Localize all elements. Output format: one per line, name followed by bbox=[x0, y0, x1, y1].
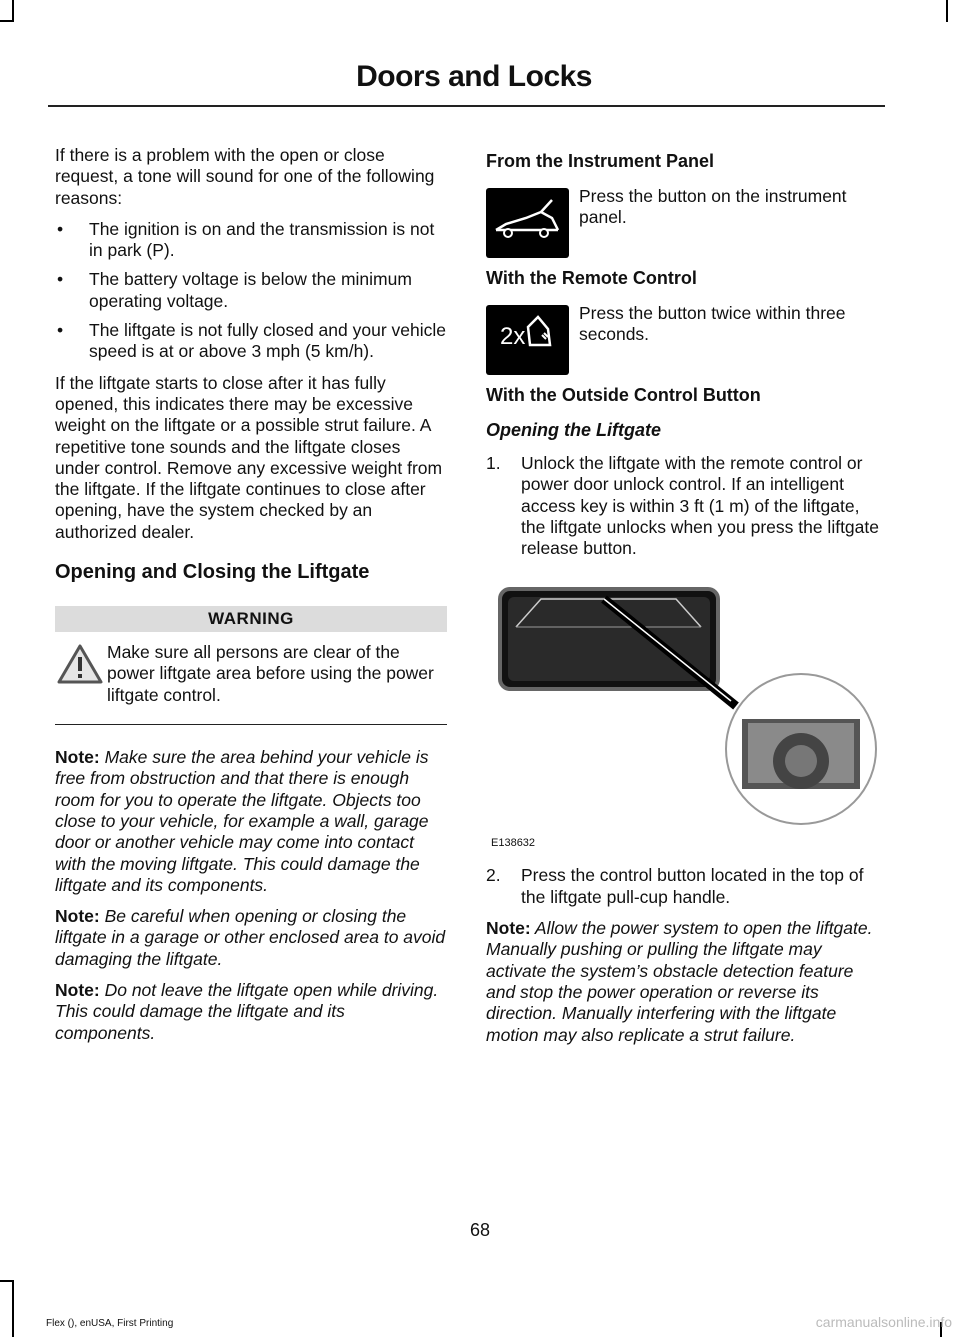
crop-mark bbox=[0, 20, 14, 22]
section-heading: Opening and Closing the Liftgate bbox=[55, 561, 370, 584]
note-label: Note: bbox=[486, 918, 531, 939]
steps-list bbox=[486, 453, 880, 559]
liftgate-handle-illustration bbox=[486, 581, 880, 831]
page-title: Doors and Locks bbox=[356, 60, 592, 93]
bullet-mark: • bbox=[57, 218, 64, 239]
page-number: 68 bbox=[469, 1220, 491, 1240]
remote-control-text: Press the button twice within three seconds. bbox=[579, 303, 846, 345]
note-paragraph bbox=[55, 747, 447, 896]
figure-code: E138632 bbox=[491, 837, 536, 850]
note-paragraph bbox=[55, 906, 447, 970]
intro-paragraph: If there is a problem with the open or close request, a tone will sound for one of the following reasons: bbox=[55, 145, 435, 208]
instrument-panel-text: Press the button on the instrument panel. bbox=[579, 186, 847, 228]
note-text: Be careful when opening or closing the liftgate in a garage or other enclosed area to avoid damaging the liftgate. bbox=[55, 906, 446, 969]
list-item-text: The ignition is on and the transmission is not in park (P). bbox=[89, 218, 435, 261]
step-number: 1. bbox=[486, 453, 501, 473]
subheading-opening-liftgate: Opening the Liftgate bbox=[486, 420, 661, 440]
warning-triangle-icon bbox=[57, 644, 103, 684]
right-column bbox=[486, 145, 880, 1056]
liftgate-handle-figure bbox=[486, 581, 880, 851]
note-paragraph bbox=[55, 980, 447, 1044]
remote-liftgate-icon bbox=[486, 305, 569, 375]
list-item bbox=[55, 269, 447, 312]
liftgate-button-icon bbox=[486, 188, 569, 258]
list-item-text: The battery voltage is below the minimum operating voltage. bbox=[89, 269, 412, 311]
warning-divider bbox=[55, 724, 447, 725]
list-item bbox=[55, 219, 447, 262]
subheading-remote-control: With the Remote Control bbox=[486, 268, 697, 288]
note-label: Note: bbox=[55, 747, 100, 768]
warning-box bbox=[55, 642, 447, 712]
crop-mark bbox=[12, 0, 14, 22]
bullet-mark: • bbox=[57, 269, 64, 290]
header-divider bbox=[48, 105, 885, 107]
crop-mark bbox=[0, 1280, 14, 1282]
crop-mark bbox=[946, 0, 948, 22]
note-text: Make sure the area behind your vehicle is free from obstruction and that there is enough room for you to operate the liftgate. Objects too close to your vehicle, for example a wall, garage door or another vehicle may come into contact with the moving liftgate. This could damage the liftgate and its components. bbox=[55, 747, 429, 895]
reasons-list bbox=[55, 219, 447, 363]
note-text: Do not leave the liftgate open while driving. This could damage the liftgate and its components. bbox=[55, 980, 439, 1043]
strut-failure-paragraph: If the liftgate starts to close after it has fully opened, this indicates there may be excessive weight on the liftgate or a possible strut failure. A repetitive tone sounds and the liftgate closes under control. Remove any excessive weight from the liftgate. If the liftgate continues to close after opening, have the system checked by an authorized dealer. bbox=[55, 372, 443, 542]
left-column bbox=[55, 145, 447, 1054]
instrument-panel-instruction bbox=[486, 186, 880, 258]
step-text: Unlock the liftgate with the remote control or power door unlock control. If an intelligent access key is within 3 ft (1 m) of the liftgate, the liftgate unlocks when you press the liftgate release button. bbox=[521, 453, 879, 559]
watermark: carmanualsonline.info bbox=[815, 1314, 952, 1330]
step-item bbox=[486, 453, 880, 559]
list-item bbox=[55, 320, 447, 363]
step-number: 2. bbox=[486, 865, 501, 886]
step-text: Press the control button located in the top of the liftgate pull-cup handle. bbox=[521, 865, 864, 907]
subheading-instrument-panel: From the Instrument Panel bbox=[486, 151, 715, 171]
note-label: Note: bbox=[55, 906, 100, 927]
note-text: Allow the power system to open the liftgate. Manually pushing or pulling the liftgate may activate the system’s obstacle detection feature and stop the power operation or reverse its direction. Manually interfering with the liftgate motion may also replicate a strut failure. bbox=[486, 918, 873, 1045]
crop-mark bbox=[12, 1280, 14, 1337]
remote-control-instruction bbox=[486, 303, 880, 375]
step-item bbox=[486, 865, 880, 908]
warning-text: Make sure all persons are clear of the power liftgate area before using the power liftgate control. bbox=[107, 642, 434, 705]
note-paragraph bbox=[486, 918, 880, 1046]
steps-list bbox=[486, 865, 880, 908]
footer-text: Flex (), enUSA, First Printing bbox=[46, 1318, 174, 1329]
twice-label: 2x bbox=[500, 323, 526, 350]
warning-label: WARNING bbox=[55, 606, 447, 632]
note-label: Note: bbox=[55, 980, 100, 1001]
list-item-text: The liftgate is not fully closed and your vehicle speed is at or above 3 mph (5 km/h). bbox=[89, 320, 446, 362]
subheading-outside-control: With the Outside Control Button bbox=[486, 385, 761, 405]
bullet-mark: • bbox=[57, 320, 64, 341]
